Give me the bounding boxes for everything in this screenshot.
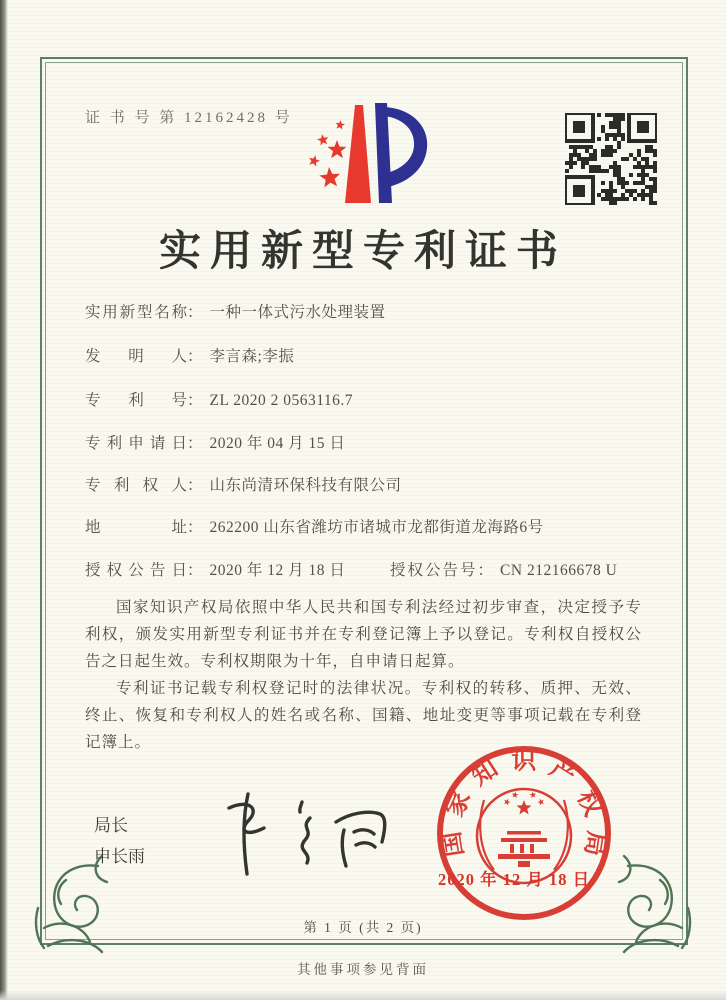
director-block: [94, 810, 145, 872]
field-value: 2020 年 04 月 15 日: [209, 435, 346, 452]
director-name: 申长雨: [94, 847, 145, 866]
logo-red-wedge: [345, 105, 371, 203]
certificate-body-text: [85, 594, 642, 756]
field-label: 专利申请日: [85, 435, 187, 452]
field-label: 实用新型名称: [85, 304, 187, 321]
field-value: 山东尚清环保科技有限公司: [209, 477, 402, 494]
official-seal: [424, 738, 624, 938]
field-value: 李言森;李振: [209, 348, 295, 365]
qr-code: [565, 113, 657, 205]
body-paragraph-2: 专利证书记载专利权登记时的法律状况。专利权的转移、质押、无效、终止、恢复和专利权人的姓名或名称、国籍、地址变更等事项记载在专利登记簿上。: [85, 680, 642, 751]
field-label: 专利号: [85, 392, 187, 409]
field-value: 2020 年 12 月 18 日: [209, 562, 346, 579]
director-title: 局长: [94, 816, 128, 835]
field-row-address: 地址： 262200 山东省潍坊市诸城市龙都街道龙海路6号: [85, 515, 544, 537]
field-value: ZL 2020 2 0563116.7: [209, 392, 354, 409]
field-row-patent-number: 专利号： ZL 2020 2 0563116.7: [85, 388, 353, 410]
seal-date: 2020 年 12 月 18 日: [438, 870, 591, 889]
field-label: 地址: [85, 519, 187, 536]
field-label: 授权公告日: [85, 562, 187, 579]
field-row-name: 实用新型名称： 一种一体式污水处理装置: [85, 300, 386, 322]
logo-stars: [309, 120, 347, 187]
page-number: 第 1 页 (共 2 页): [303, 920, 423, 935]
field-value: 262200 山东省潍坊市诸城市龙都街道龙海路6号: [209, 519, 544, 536]
field-label: 发明人: [85, 348, 187, 365]
field-row-patentee: 专利权人： 山东尚清环保科技有限公司: [85, 473, 402, 495]
field-value: CN 212166678 U: [500, 562, 618, 579]
field-row-filing-date: 专利申请日： 2020 年 04 月 15 日: [85, 431, 345, 453]
body-paragraph-1: 国家知识产权局依照中华人民共和国专利法经过初步审查，决定授予专利权，颁发实用新型专利证书并在专利登记簿上予以登记。专利权自授权公告之日起生效。专利权期限为十年，自申请日起算。: [85, 599, 642, 670]
field-label: 专利权人: [85, 477, 187, 494]
scan-shadow: [0, 990, 726, 1000]
seal-ring-text: 国家知识产权局: [438, 747, 610, 859]
cnipa-logo-icon: [288, 98, 434, 210]
field-grant-number: 授权公告号： CN 212166678 U: [390, 562, 618, 579]
certificate-title: 实用新型专利证书: [158, 229, 567, 275]
logo-blue-bar: [375, 103, 392, 203]
field-row-grant-date: 授权公告日： 2020 年 12 月 18 日 授权公告号： CN 212166678 U: [85, 558, 345, 580]
field-label: 授权公告号: [390, 562, 478, 579]
field-value: 一种一体式污水处理装置: [209, 304, 386, 321]
field-row-inventor: 发明人： 李言森;李振: [85, 344, 294, 366]
signature-handwriting: [196, 778, 406, 883]
logo-blue-bowl: [384, 107, 427, 187]
scan-edge: [0, 0, 8, 1000]
certificate-number: 证 书 号 第 12162428 号: [85, 110, 293, 126]
reverse-side-note: 其他事项参见背面: [297, 962, 429, 977]
